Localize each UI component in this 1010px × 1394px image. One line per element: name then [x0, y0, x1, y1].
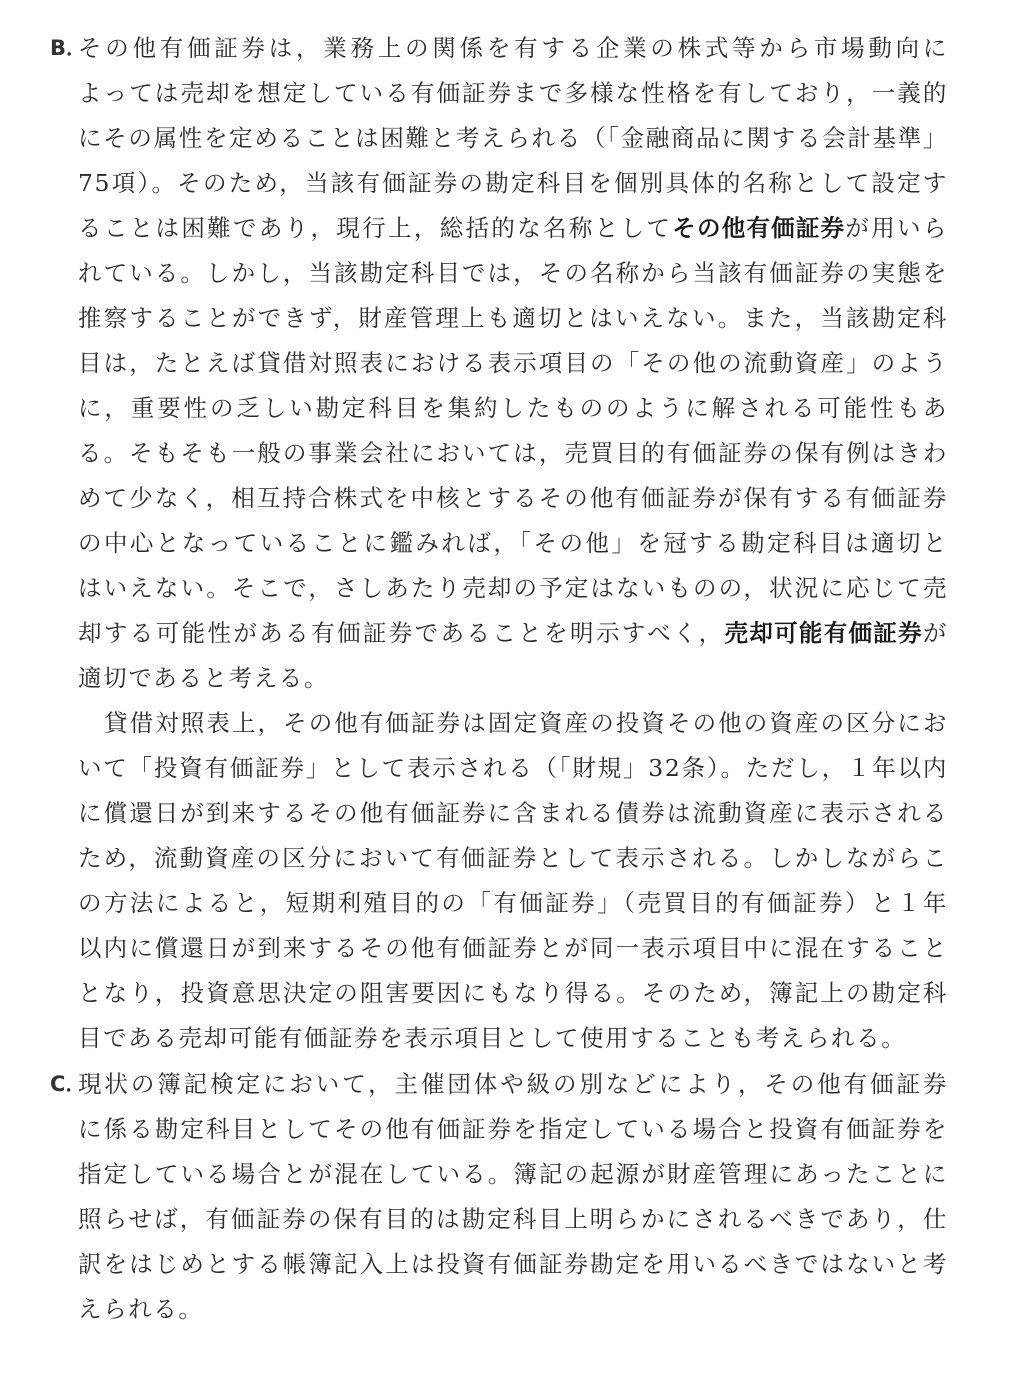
text-line: 推察することができず，財産管理上も適切とはいえない。また，当該勘定科: [78, 304, 948, 332]
text-line: 貸借対照表上，その他有価証券は固定資産の投資その他の資産の区分にお: [104, 709, 948, 737]
text-line: る。そもそも一般の事業会社においては，売買目的有価証券の保有例はきわ: [78, 439, 948, 467]
text-line: の方法によると，短期利殖目的の「有価証券」（売買目的有価証券）と１年: [78, 889, 948, 917]
section-b-marker: B．: [50, 36, 88, 60]
text-fragment: ることは困難であり，現行上，総括的な名称として: [78, 214, 673, 242]
text-line: 以内に償還日が到来するその他有価証券とが同一表示項目中に混在すること: [78, 934, 948, 962]
text-line: 照らせば，有価証券の保有目的は勘定科目上明らかにされるべきであり，仕: [78, 1205, 948, 1233]
text-line: に償還日が到来するその他有価証券に含まれる債券は流動資産に表示される: [78, 799, 948, 827]
text-line: 指定している場合とが混在している。簿記の起源が財産管理にあったことに: [78, 1160, 948, 1188]
text-line: に，重要性の乏しい勘定科目を集約したもののように解される可能性もあ: [78, 394, 948, 422]
text-line: 現状の簿記検定において，主催団体や級の別などにより，その他有価証券: [78, 1070, 948, 1098]
text-line: 目である売却可能有価証券を表示項目として使用することも考えられる。: [78, 1024, 907, 1052]
text-line: ため，流動資産の区分において有価証券として表示される。しかしながらこ: [78, 844, 948, 872]
bold-term: 売却可能有価証券: [724, 619, 923, 647]
text-line: [78, 206, 948, 250]
text-line: に係る勘定科目としてその他有価証券を指定している場合と投資有価証券を: [78, 1115, 948, 1143]
bold-term: その他有価証券: [672, 214, 846, 242]
text-fragment: が: [922, 619, 949, 647]
text-line: にその属性を定めることは困難と考えられる（「金融商品に関する会計基準」: [78, 124, 948, 152]
text-line: 適切であると考える。: [78, 664, 329, 692]
text-line: よっては売却を想定している有価証券まで多様な性格を有しており，一義的: [78, 79, 948, 107]
text-fragment: が用いら: [845, 214, 948, 242]
text-line: はいえない。そこで，さしあたり売却の予定はないものの，状況に応じて売: [78, 574, 948, 602]
text-line: の中心となっていることに鑑みれば，「その他」を冠する勘定科目は適切と: [78, 529, 948, 557]
text-line: 75項）。そのため，当該有価証券の勘定科目を個別具体的名称として設定す: [78, 169, 948, 197]
text-line: めて少なく，相互持合株式を中核とするその他有価証券が保有する有価証券: [78, 484, 948, 512]
text-line: れている。しかし，当該勘定科目では，その名称から当該有価証券の実態を: [78, 259, 948, 287]
text-line: [78, 611, 948, 655]
section-c-marker: C．: [50, 1072, 87, 1096]
text-fragment: 却する可能性がある有価証券であることを明示すべく，: [78, 619, 725, 647]
text-line: 目は，たとえば貸借対照表における表示項目の「その他の流動資産」のよう: [78, 349, 948, 377]
text-line: 訳をはじめとする帳簿記入上は投資有価証券勘定を用いるべきではないと考: [78, 1250, 948, 1278]
text-line: となり，投資意思決定の阻害要因にもなり得る。そのため，簿記上の勘定科: [78, 979, 948, 1007]
text-line: その他有価証券は，業務上の関係を有する企業の株式等から市場動向に: [78, 34, 948, 62]
text-line: いて「投資有価証券」として表示される（「財規」32条）。ただし，１年以内: [78, 754, 948, 782]
text-line: えられる。: [78, 1295, 204, 1323]
